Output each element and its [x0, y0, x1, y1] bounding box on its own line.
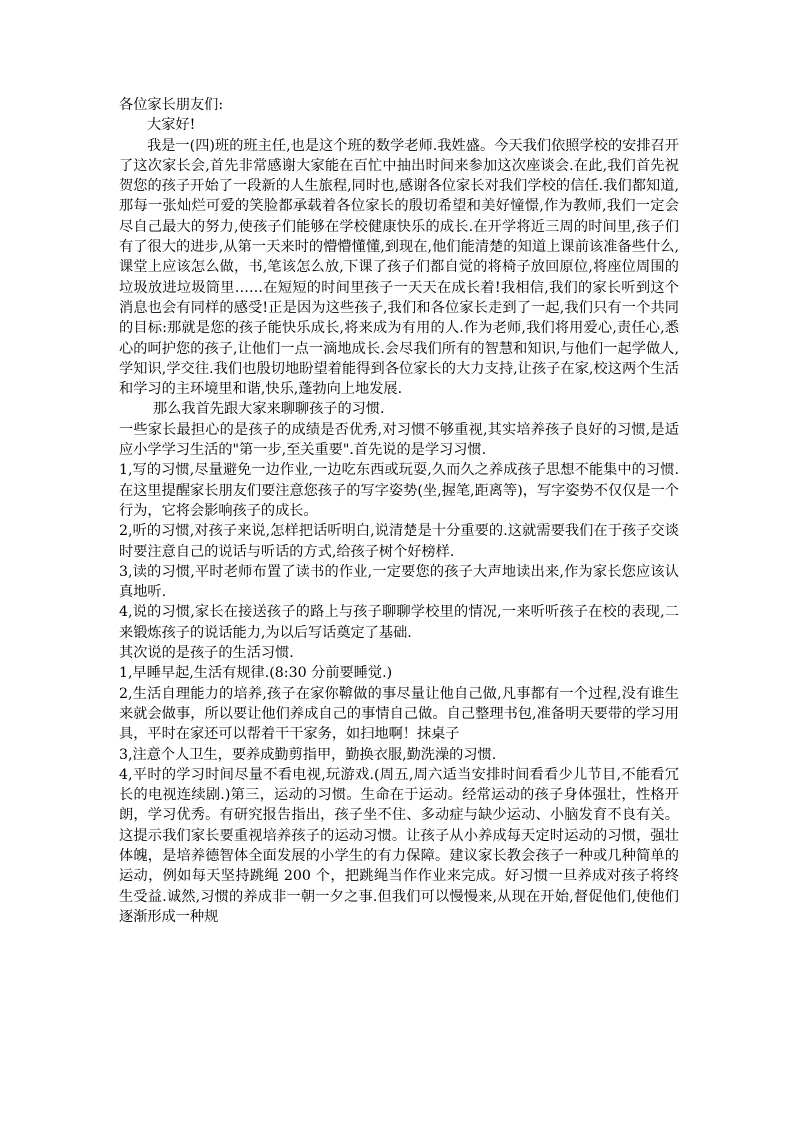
list-item-self-care: 2,生活自理能力的培养,孩子在家你鞥做的事尽量让他自己做,凡事都有一个过程,没有谁生来就会做事，所以要让他们养成自己的事情自己做。自己整理书包,准备明天要带的学习用具，平时在家还可以帮着干干家务，如扫地啊！抹桌子 [119, 685, 679, 743]
list-item-tv-and-exercise: 4,平时的学习时间尽量不看电视,玩游戏.(周五,周六适当安排时间看看少儿节目,不能看冗长的电视连续剧.)第三，运动的习惯。生命在于运动。经常运动的孩子身体强壮，性格开朗，学习优秀。有研究报告指出，孩子坐不住、多动症与缺少运动、小脑发育不良有关。这提示我们家长要重视培养孩子的运动习惯。让孩子从小养成每天定时运动的习惯，强壮体魄，是培养德智体全面发展的小学生的有力保障。建议家长教会孩子一种或几种简单的运动，例如每天坚持跳绳 200 个，把跳绳当作作业来完成。好习惯一旦养成对孩子将终生受益.诚然,习惯的养成非一朝一夕之事.但我们可以慢慢来,从现在开始,督促他们,使他们逐渐形成一种规 [119, 766, 679, 925]
paragraph-life-habits: 其次说的是孩子的生活习惯. [119, 645, 294, 662]
list-item-listening-habit: 2,听的习惯,对孩子来说,怎样把话听明白,说清楚是十分重要的.这就需要我们在于孩子交谈时要注意自己的说话与听话的方式,给孩子树个好榜样. [119, 523, 679, 560]
list-item-hygiene: 3,注意个人卫生，要养成勤剪指甲，勤换衣服,勤洗澡的习惯. [119, 746, 497, 763]
list-item-speaking-habit: 4,说的习惯,家长在接送孩子的路上与孩子聊聊学校里的情况,一来听听孩子在校的表现,二来锻炼孩子的说话能力,为以后写话奠定了基础. [119, 604, 679, 641]
paragraph-introduction: 我是一(四)班的班主任,也是这个班的数学老师.我姓盛。今天我们依照学校的安排召开了这次家长会,首先非常感谢大家能在百忙中抽出时间来参加这次座谈会.在此,我们首先祝贺您的孩子开始了一段新的人生旅程,同时也,感谢各位家长对我们学校的信任.我们都知道,那每一张灿烂可爱的笑脸都承载着各位家长的殷切希望和美好憧憬,作为教师,我们一定会尽自己最大的努力,使孩子们能够在学校健康快乐的成长.在开学将近三周的时间里,孩子们有了很大的进步,从第一天来时的懵懵懂懂,到现在,他们能清楚的知道上课前该准备些什么,课堂上应该怎么做，书,笔该怎么放,下课了孩子们都自觉的将椅子放回原位,将座位周围的垃圾放进垃圾筒里……在短短的时间里孩子一天天在成长着!我相信,我们的家长听到这个消息也会有同样的感受!正是因为这些孩子,我们和各位家长走到了一起,我们只有一个共同的目标:那就是您的孩子能快乐成长,将来成为有用的人.作为老师,我们将用爱心,责任心,悉心的呵护您的孩子,让他们一点一滴地成长.会尽我们所有的智慧和知识,与他们一起学做人,学知识,学交往.我们也殷切地盼望着能得到各位家长的大力支持,让孩子在家,校这两个生活和学习的主环境里和谐,快乐,蓬勃向上地发展. [119, 137, 679, 398]
document-page [119, 95, 679, 927]
salutation: 各位家长朋友们: [119, 97, 224, 113]
greeting: 大家好! [147, 117, 196, 134]
paragraph-habits-intro: 那么我首先跟大家来聊聊孩子的习惯. [153, 401, 385, 418]
list-item-sleep-habit: 1,早睡早起,生活有规律.(8:30 分前要睡觉.) [119, 665, 393, 682]
list-item-reading-habit: 3,读的习惯,平时老师布置了读书的作业,一定要您的孩子大声地读出来,作为家长您应该认真地听. [119, 563, 679, 601]
list-item-writing-habit: 1,写的习惯,尽量避免一边作业,一边吃东西或玩耍,久而久之养成孩子思想不能集中的习惯.在这里提醒家长朋友们要注意您孩子的写字姿势(坐,握笔,距离等)，写字姿势不仅仅是一个行为，它将会影响孩子的成长。 [119, 462, 679, 519]
paragraph-study-habits: 一些家长最担心的是孩子的成绩是否优秀,对习惯不够重视,其实培养孩子良好的习惯,是适应小学学习生活的"第一步,至关重要".首先说的是学习习惯. [119, 421, 679, 459]
